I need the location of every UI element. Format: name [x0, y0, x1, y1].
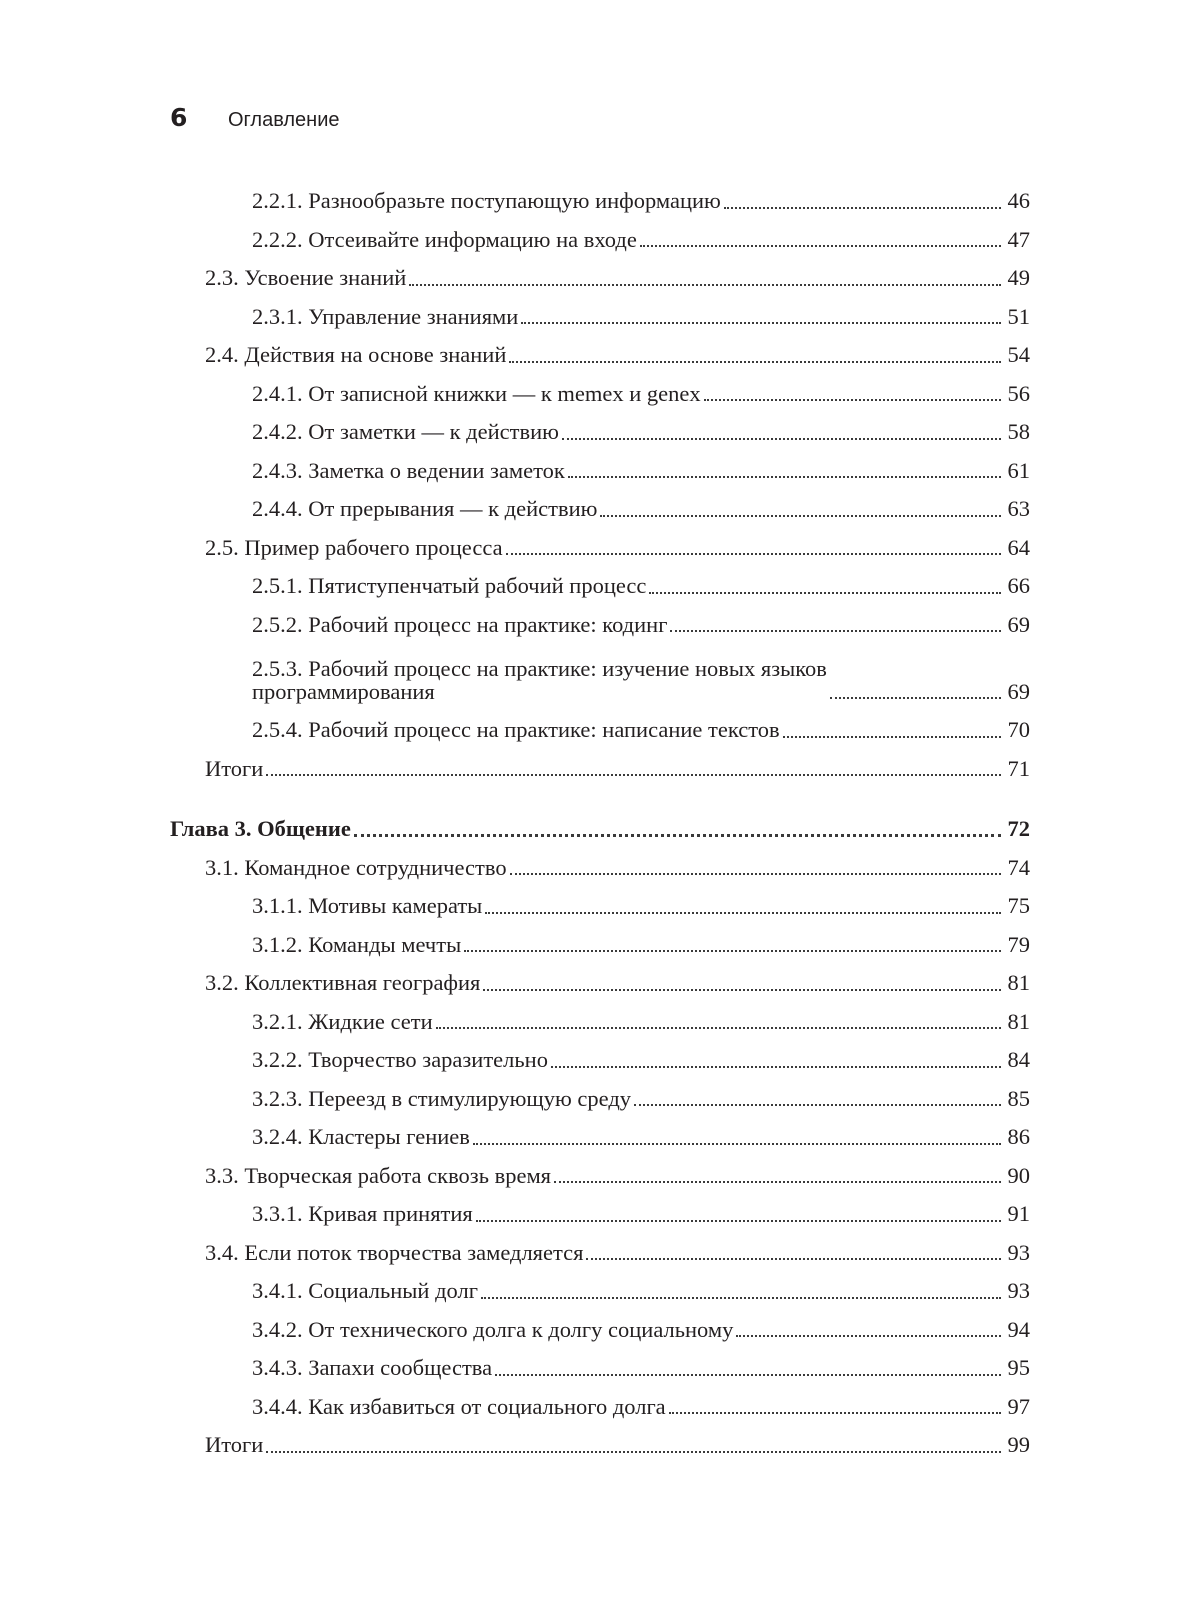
toc-entry-title: 3.1.2. Команды мечты — [252, 931, 462, 957]
toc-entry-title: 3.2. Коллективная география — [205, 970, 481, 995]
toc-entry-title: 3.1.1. Мотивы камераты — [252, 893, 483, 918]
dot-leader — [509, 361, 1001, 363]
toc-section-entry[interactable] — [170, 849, 1030, 888]
toc-entry-page: 91 — [1007, 1201, 1030, 1226]
toc-entry-title: Итоги — [205, 1432, 264, 1457]
toc-entry-page: 74 — [1007, 854, 1030, 880]
running-title: Оглавление — [228, 109, 340, 131]
toc-subsection-entry[interactable] — [170, 413, 1030, 452]
dot-leader — [551, 1066, 1001, 1068]
dot-leader — [485, 912, 1001, 914]
toc-entry-title: 2.2.2. Отсеивайте информацию на входе — [252, 226, 637, 252]
dot-leader — [640, 245, 1001, 247]
toc-section-entry[interactable] — [170, 1426, 1030, 1465]
dot-leader — [473, 1143, 1001, 1145]
toc-subsection-entry[interactable] — [170, 567, 1030, 606]
toc-entry-page: 69 — [1007, 611, 1030, 637]
dot-leader — [649, 592, 1001, 594]
toc-entry-page: 81 — [1007, 970, 1030, 995]
dot-leader — [409, 284, 1001, 286]
toc-entry-title: 2.4.3. Заметка о ведении заметок — [252, 457, 565, 483]
toc-entry-page: 72 — [1007, 816, 1030, 841]
toc-section-entry[interactable] — [170, 336, 1030, 375]
toc-subsection-entry[interactable] — [170, 490, 1030, 529]
toc-entry-page: 86 — [1007, 1124, 1030, 1149]
toc-section-entry[interactable] — [170, 259, 1030, 298]
toc-entry-page: 58 — [1007, 419, 1030, 444]
toc-subsection-entry[interactable] — [170, 1003, 1030, 1042]
dot-leader — [562, 438, 1001, 440]
dot-leader — [568, 476, 1001, 478]
dot-leader — [510, 873, 1001, 875]
dot-leader — [830, 697, 1001, 699]
toc-entry-page: 49 — [1007, 265, 1030, 290]
table-of-contents — [170, 182, 1030, 1465]
dot-leader — [600, 515, 1001, 517]
toc-entry-page: 69 — [1007, 678, 1030, 704]
toc-subsection-entry[interactable] — [170, 1195, 1030, 1234]
toc-entry-title: 3.2.4. Кластеры гениев — [252, 1124, 470, 1149]
toc-entry-title: 2.5.3. Рабочий процесс на практике: изучение новых языков программирования — [252, 656, 827, 704]
toc-entry-page: 71 — [1007, 755, 1030, 781]
toc-subsection-entry[interactable] — [170, 182, 1030, 221]
toc-entry-page: 99 — [1007, 1432, 1030, 1457]
toc-entry-title: 3.4.2. От технического долга к долгу социальному — [252, 1316, 734, 1342]
toc-entry-title: 2.5.1. Пятиступенчатый рабочий процесс — [252, 573, 647, 598]
dot-leader — [670, 630, 1001, 632]
dot-leader — [736, 1335, 1001, 1337]
toc-entry-title: 3.1. Командное сотрудничество — [205, 854, 507, 880]
toc-entry-page: 63 — [1007, 496, 1030, 521]
dot-leader — [554, 1181, 1001, 1183]
toc-section-entry[interactable] — [170, 964, 1030, 1003]
toc-entry-title: 2.5.4. Рабочий процесс на практике: написание текстов — [252, 717, 780, 742]
toc-entry-page: 97 — [1007, 1393, 1030, 1419]
dot-leader — [483, 989, 1001, 991]
toc-entry-title: 2.3. Усвоение знаний — [205, 265, 407, 290]
toc-subsection-entry[interactable] — [170, 644, 1030, 711]
running-header — [170, 103, 340, 137]
dot-leader — [586, 1258, 1001, 1260]
toc-entry-page: 93 — [1007, 1278, 1030, 1303]
dot-leader — [266, 774, 1001, 776]
toc-subsection-entry[interactable] — [170, 452, 1030, 491]
dot-leader — [704, 399, 1001, 401]
toc-entry-page: 93 — [1007, 1239, 1030, 1265]
toc-subsection-entry[interactable] — [170, 1272, 1030, 1311]
toc-subsection-entry[interactable] — [170, 1311, 1030, 1350]
dot-leader — [783, 736, 1001, 738]
dot-leader — [634, 1104, 1001, 1106]
toc-subsection-entry[interactable] — [170, 1388, 1030, 1427]
toc-subsection-entry[interactable] — [170, 926, 1030, 965]
dot-leader — [436, 1027, 1001, 1029]
toc-entry-page: 51 — [1007, 303, 1030, 329]
toc-entry-title: 3.4. Если поток творчества замедляется — [205, 1239, 584, 1265]
toc-section-entry[interactable] — [170, 750, 1030, 789]
toc-entry-title: 3.2.1. Жидкие сети — [252, 1008, 433, 1034]
toc-entry-title: Итоги — [205, 755, 264, 781]
dot-leader — [506, 553, 1001, 555]
toc-entry-page: 75 — [1007, 893, 1030, 918]
dot-leader — [495, 1374, 1001, 1376]
toc-entry-page: 79 — [1007, 931, 1030, 957]
toc-section-entry[interactable] — [170, 1234, 1030, 1273]
toc-subsection-entry[interactable] — [170, 711, 1030, 750]
toc-subsection-entry[interactable] — [170, 221, 1030, 260]
dot-leader — [354, 834, 1001, 837]
toc-subsection-entry[interactable] — [170, 887, 1030, 926]
toc-entry-page: 56 — [1007, 380, 1030, 406]
toc-subsection-entry[interactable] — [170, 1349, 1030, 1388]
page-number: 6 — [170, 103, 188, 132]
toc-entry-page: 85 — [1007, 1085, 1030, 1111]
toc-entry-title: 2.4. Действия на основе знаний — [205, 342, 507, 367]
toc-entry-page: 81 — [1007, 1008, 1030, 1034]
toc-entry-title: 3.3.1. Кривая принятия — [252, 1201, 473, 1226]
toc-subsection-entry[interactable] — [170, 1080, 1030, 1119]
toc-subsection-entry[interactable] — [170, 1118, 1030, 1157]
toc-entry-title: 2.3.1. Управление знаниями — [252, 303, 519, 329]
toc-subsection-entry[interactable] — [170, 298, 1030, 337]
dot-leader — [476, 1220, 1001, 1222]
toc-section-entry[interactable] — [170, 529, 1030, 568]
toc-entry-page: 94 — [1007, 1316, 1030, 1342]
toc-chapter-entry[interactable] — [170, 810, 1030, 849]
toc-subsection-entry[interactable] — [170, 606, 1030, 645]
dot-leader — [521, 322, 1001, 324]
toc-entry-page: 66 — [1007, 573, 1030, 598]
toc-section-entry[interactable] — [170, 1157, 1030, 1196]
toc-entry-page: 95 — [1007, 1355, 1030, 1380]
toc-entry-title: 2.2.1. Разнообразьте поступающую информацию — [252, 188, 721, 213]
toc-entry-title: 2.4.1. От записной книжки — к memex и genex — [252, 380, 701, 406]
toc-entry-title: 2.4.4. От прерывания — к действию — [252, 496, 598, 521]
toc-entry-page: 54 — [1007, 342, 1030, 367]
toc-entry-title: 3.4.3. Запахи сообщества — [252, 1355, 493, 1380]
toc-entry-title: 2.4.2. От заметки — к действию — [252, 419, 559, 444]
toc-subsection-entry[interactable] — [170, 375, 1030, 414]
dot-leader — [266, 1451, 1001, 1453]
toc-entry-page: 90 — [1007, 1162, 1030, 1188]
toc-entry-title: 3.4.1. Социальный долг — [252, 1278, 478, 1303]
toc-entry-title: 3.4.4. Как избавиться от социального долга — [252, 1393, 666, 1419]
toc-entry-page: 84 — [1007, 1047, 1030, 1072]
toc-entry-title: 2.5.2. Рабочий процесс на практике: кодинг — [252, 611, 668, 637]
toc-entry-page: 64 — [1007, 534, 1030, 560]
toc-entry-page: 70 — [1007, 717, 1030, 742]
toc-entry-title: 3.2.3. Переезд в стимулирующую среду — [252, 1085, 632, 1111]
dot-leader — [481, 1297, 1001, 1299]
dot-leader — [464, 950, 1001, 952]
toc-entry-page: 46 — [1007, 188, 1030, 213]
toc-entry-page: 61 — [1007, 457, 1030, 483]
toc-entry-title: 3.3. Творческая работа сквозь время — [205, 1162, 552, 1188]
dot-leader — [669, 1412, 1001, 1414]
toc-entry-page: 47 — [1007, 226, 1030, 252]
toc-subsection-entry[interactable] — [170, 1041, 1030, 1080]
toc-entry-title: 2.5. Пример рабочего процесса — [205, 534, 503, 560]
toc-entry-title: Глава 3. Общение — [170, 816, 351, 841]
toc-entry-title: 3.2.2. Творчество заразительно — [252, 1047, 548, 1072]
dot-leader — [724, 207, 1001, 209]
